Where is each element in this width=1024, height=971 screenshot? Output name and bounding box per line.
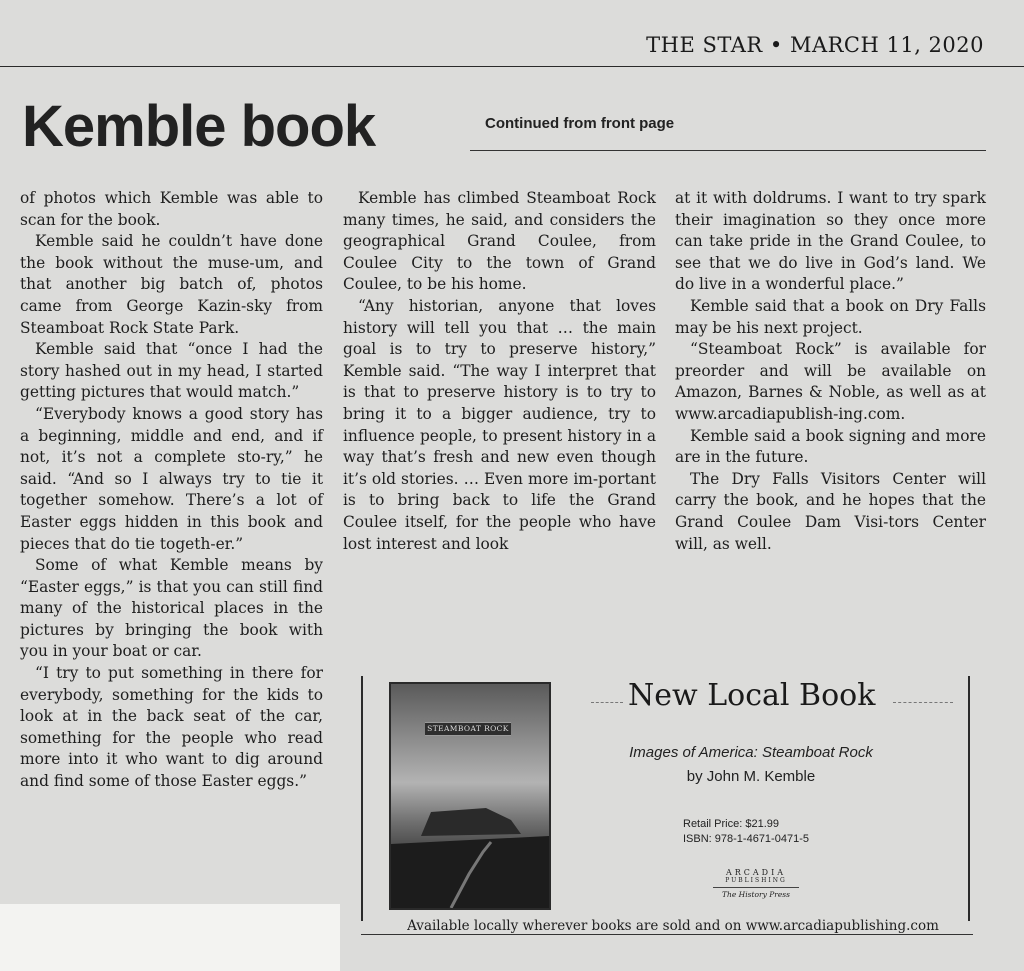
publisher-subname: PUBLISHING: [725, 877, 787, 884]
book-cover-photo: [391, 684, 549, 908]
book-title: Images of America: Steamboat Rock: [629, 744, 873, 761]
masthead: [0, 0, 1024, 66]
paragraph: Kemble said that “once I had the story hashed out in my head, I started getting pictures that would match.”: [20, 340, 323, 402]
ad-footer: Available locally wherever books are sold and on www.arcadiapublishing.com: [407, 918, 939, 934]
isbn: ISBN: 978-1-4671-0471-5: [683, 833, 809, 845]
article-column-3: [675, 188, 986, 555]
masthead-date: THE STAR • MARCH 11, 2020: [646, 33, 984, 57]
continued-kicker: Continued from front page: [485, 115, 675, 132]
publisher-rule: [713, 887, 799, 888]
scan-artifact: [0, 904, 340, 971]
retail-price: Retail Price: $21.99: [683, 818, 779, 830]
paragraph: “I try to put something in there for everybody, something for the kids to look at in the back seat of the car, something for the people who read more into it who want to dig around and find some of those Easter eggs.”: [20, 664, 323, 791]
book-cover-title: STEAMBOAT ROCK: [425, 722, 511, 736]
book-author: by John M. Kemble: [686, 768, 816, 785]
paragraph: “Everybody knows a good story has a beginning, middle and end, and if not, it’s not a complete sto-ry,” he said. “And so I always try to tie it together somehow. There’s a lot of Easter eggs hidden in this book and pieces that do tie togeth-er.”: [20, 404, 323, 553]
ad-right-rule: [968, 676, 970, 921]
publisher-imprint: The History Press: [722, 890, 790, 899]
paragraph: Some of what Kemble means by “Easter eggs,” is that you can still find many of the historical places in the pictures by bringing the book with you in your boat or car.: [20, 556, 323, 661]
headline-decoration: [591, 702, 623, 704]
article-headline: Kemble book: [22, 94, 376, 159]
paragraph: “Any historian, anyone that loves history will tell you that … the main goal is to try to preserve history,” Kemble said. “The way I interpret that is that to preserve history is to try to bring it to a bigger audience, try to influence people, to present history in a way that’s fresh and new even though it’s old stories. … Even more im-portant is to bring back to life the Grand Coulee itself, for the people who have lost interest and look: [343, 296, 656, 553]
ad-headline: New Local Book: [628, 678, 876, 713]
publisher-logo: [703, 868, 809, 900]
paragraph: Kemble has climbed Steamboat Rock many times, he said, and considers the geographical Grand Coulee, from Coulee City to the town of Grand Coulee, to be his home.: [343, 189, 656, 294]
book-advertisement: [353, 668, 983, 954]
headline-decoration: [893, 702, 953, 704]
paragraph: Kemble said a book signing and more are in the future.: [675, 426, 986, 467]
paragraph: of photos which Kemble was able to scan for the book.: [20, 189, 323, 229]
paragraph: “Steamboat Rock” is available for preorder and will be available on Amazon, Barnes & Noble, as well as at www.arcadiapublish-ing.com.: [675, 340, 986, 423]
kicker-rule: [470, 150, 986, 151]
ad-left-rule: [361, 676, 363, 921]
article-column-2: [343, 188, 656, 555]
ad-bottom-rule: [361, 934, 973, 935]
paragraph: The Dry Falls Visitors Center will carry the book, and he hopes that the Grand Coulee Dam Visi-tors Center will, as well.: [675, 469, 986, 553]
book-cover-image: [389, 682, 551, 910]
publisher-name: ARCADIA: [725, 868, 787, 877]
masthead-rule: [0, 66, 1024, 67]
article-column-1: [20, 188, 323, 793]
paragraph: at it with doldrums. I want to try spark their imagination so they once more can take pride in the Grand Coulee, to see that we do live in God’s land. We do live in a wonderful place.”: [675, 189, 986, 294]
paragraph: Kemble said he couldn’t have done the book without the muse-um, and that another big batch of, photos came from George Kazin-sky from Steamboat Rock State Park.: [20, 232, 323, 337]
paragraph: Kemble said that a book on Dry Falls may be his next project.: [675, 296, 986, 337]
